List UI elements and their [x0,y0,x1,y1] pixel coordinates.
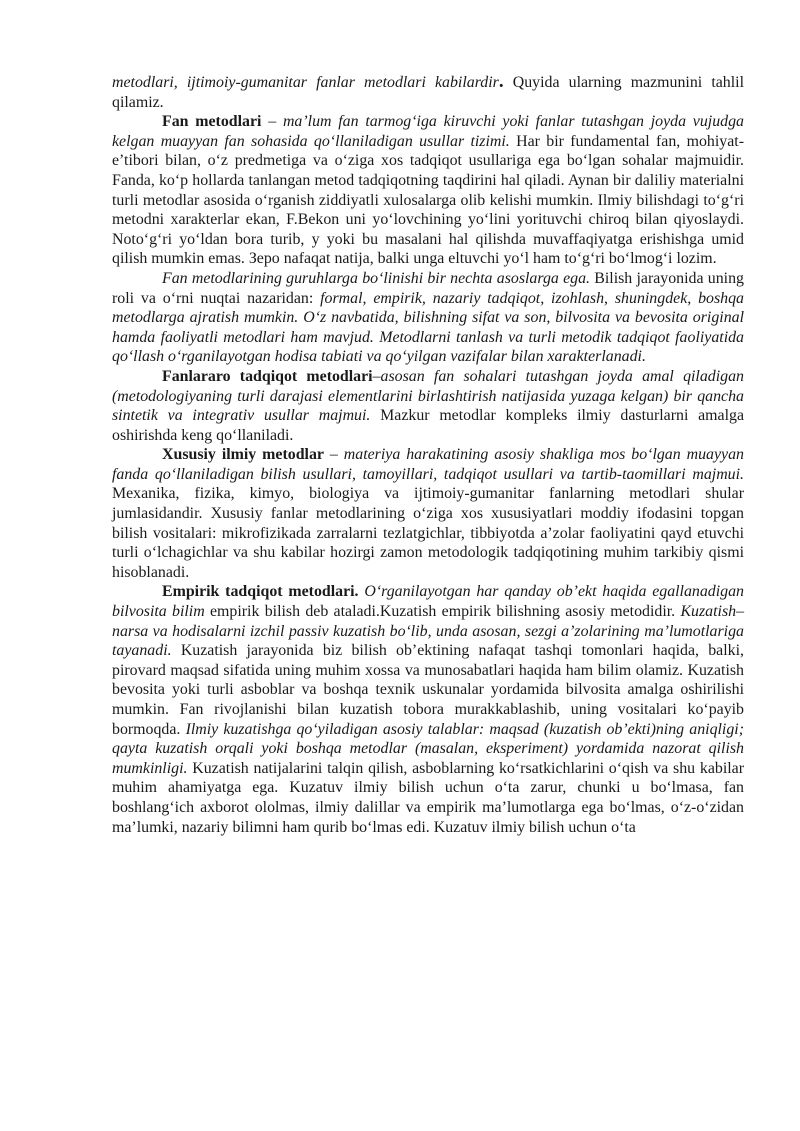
italic-run: ma’lum fan tarmog‘iga kiruvchi yoki fanlar tutashgan joyda vujudga kelgan muayyan fan sohasida qo‘llaniladigan usullar tizimi. [112,113,744,150]
text-run: empirik bilish deb ataladi.Kuzatish empirik bilishning asosiy metodidir. [204,603,681,621]
bold-term: Fanlararo tadqiqot metodlari [162,367,373,385]
text-run: Kuzatish jarayonida biz bilish ob’ektining nafaqat tashqi tomonlari haqida, balki, pirovard maqsad sifatida uning muhim xossa va munosabatlari haqida ham bilim olamiz. Kuzatish bevosita yoki turli asboblar va boshqa texnik uskunalar yordamida bilvosita amalga oshirilishi mumkin. Fan rivojlanishi bilan kuzatish tobora murakkablashib, uning vositalari ko‘payib bormoqda. [112,642,744,738]
text-run: – [323,446,344,464]
bold-term: Xususiy ilmiy metodlar [162,446,324,464]
text-run: Har bir fundamental fan, mohiyat-e’tibori bilan, o‘z predmetiga va o‘ziga xos tadqiqot usullariga ega bo‘lgan sohalar majmuidir. Fanda, ko‘p hollarda tanlangan metod tadqiqotning taqdirini hal qiladi. Aynan bir daliliy materialni turli metodlar asosida o‘rganish ziddiyatli xulosalarga olib kelishi mumkin. Ilmiy bilishdagi to‘g‘ri metodni xarakterlar ekan, F.Bekon uni yo‘lovchining yo‘lini yorituvchi chiroq bilan qiyoslaydi. Noto‘g‘ri yo‘ldan bora turib, y yoki bu masalani hal qilishda muvaffaqiyatga erishishga umid qilish mumkin emas. Зepo nafaqat natija, balki unga eltuvchi yo‘l ham to‘g‘ri bo‘lmog‘i lozim. [112,132,744,268]
text-run: Quyida ularning mazmunini tahlil qilamiz. [112,74,744,111]
text-run: – [261,113,283,131]
text-run: Bilish jarayonida uning roli va o‘rni nuqtai nazaridan: [112,269,744,307]
italic-run: metodlari, ijtimoiy-gumanitar fanlar metodlari kabilardir [112,74,499,91]
italic-run: formal, empirik, nazariy tadqiqot, izohlash, shuningdek, boshqa metodlarga ajratish mumkin. O‘z navbatida, bilishning sifat va son, bilvosita va bevosita original hamda faoliyatli metodlari ham mavjud. Metodlarni tanlash va turli metodik tadqiqot faoliyatida qo‘llash o‘rganilayotgan hodisa tabiati va qo‘yilgan vazifalar bilan xarakterlanadi. [112,289,744,366]
document-body [112,72,744,837]
text-run: Kuzatish natijalarini talqin qilish, asboblarning ko‘rsatkichlarini o‘qish va shu kabilar muhim ahamiyatga ega. Kuzatuv ilmiy bilish uchun o‘ta zarur, chunki u bo‘lmasa, fan boshlang‘ich axborot ololmas, ilmiy dalillar va empirik ma’lumotlarga ega bo‘lmas, o‘z-o‘zidan ma’lumki, nazariy bilimni ham qurib bo‘lmas edi. Kuzatuv ilmiy bilish uchun o‘ta [112,759,744,836]
italic-run: asosan fan sohalari tutashgan joyda amal qiladigan (metodologiyaning turli darajasi elementlarini birlashtirish natijasida yuzaga kelgan) bir qancha sintetik va integrativ usullar majmui. [112,367,744,425]
bold-term: Empirik tadqiqot metodlari. [162,583,359,601]
paragraph [112,367,744,445]
bold-period: . [498,71,504,92]
italic-run: Fan metodlarining guruhlarga bo‘linishi bir nechta asoslarga ega. [162,269,591,287]
paragraph [112,582,744,837]
text-run: Mexanika, fizika, kimyo, biologiya va ijtimoiy-gumanitar fanlarning metodlari shular jumlasidandir. Xususiy fanlar metodlarining o‘ziga xos xususiyatlari moddiy ifodasini topgan bilish vositalari: mikrofizikada zarralarni tezlatgichlar, tibbiyotda a’zolar faoliyatini qayd etuvchi turli o‘lchagichlar va shu kabilar hozirgi zamon metodologik tadqiqotining muhim tarkibiy qismi hisoblanadi. [112,485,744,581]
paragraph [112,72,744,112]
paragraph [112,112,744,269]
text-run: – [372,367,381,385]
text-run: Mazkur metodlar kompleks ilmiy dasturlarni amalga oshirishda keng qo‘llaniladi. [112,407,744,444]
italic-run: materiya harakatining asosiy shakliga mos bo‘lgan muayyan fanda qo‘llaniladigan bilish usullari, tamoyillari, tadqiqot usullari va tartib-taomillari majmui. [112,446,744,483]
paragraph [112,269,744,367]
italic-run: Ilmiy kuzatishga qo‘yiladigan asosiy talablar: maqsad (kuzatish ob’ekti)ning aniqligi; qayta kuzatish orqali yoki boshqa metodlar (masalan, eksperiment) yordamida nazorat qilish mumkinligi. [112,720,744,777]
italic-run: Kuzatish–narsa va hodisalarni izchil passiv kuzatish bo‘lib, unda asosan, sezgi a’zolarining ma’lumotlariga tayanadi. [112,603,745,660]
bold-term: Fan metodlari [162,113,262,131]
paragraph [112,445,744,582]
italic-run: O‘rganilayotgan har qanday ob’ekt haqida egallanadigan bilvosita bilim [112,583,744,621]
